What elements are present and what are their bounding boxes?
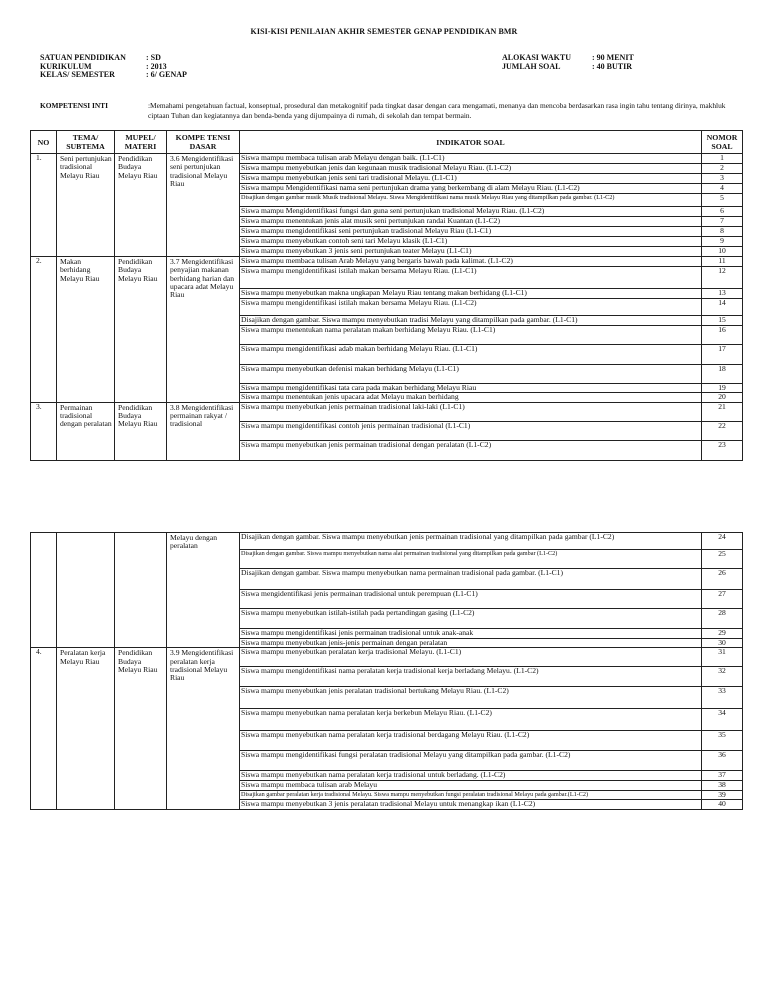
row-kd: 3.7 Mengidentifikasi penyajian makanan berhidang harian dan upacara adat Melayu Riau [167,257,240,403]
header-meta-left [40,54,187,80]
kompetensi-text: :Memahami pengetahuan factual, konseptual, prosedural dan metakognitif pada tingkat dasar dengan cara mengamati, menanya dan mencoba berdasarkan rasa ingin tahu tentang dirinya, makhluk ciptaan Tuhan dan kegiatannya dan benda-benda yang dijumpainya di rumah, di sekolah dan tempat bermain. [148,101,726,120]
col-header-no: NO [31,131,57,154]
question-number: 38 [702,781,743,790]
row-no: 4. [31,648,57,810]
meta-row-kelas: KELAS/ SEMESTER : 6/ GENAP [40,70,187,79]
indicator-text: Siswa mampu menyebutkan nama peralatan kerja tradisional berdagang Melayu Riau. (L1-C2) [240,731,702,751]
question-number: 36 [702,751,743,771]
question-number: 14 [702,299,743,316]
page-title: KISI-KISI PENILAIAN AKHIR SEMESTER GENAP PENDIDIKAN BMR [250,27,518,36]
question-number: 31 [702,648,743,667]
row-kd: 3.9 Mengidentifikasi peralatan kerja tradisional Melayu Riau [167,648,240,810]
meta-row-jumlah: JUMLAH SOAL : 40 BUTIR [502,61,633,71]
question-number: 10 [702,247,743,257]
col-header-indikator: INDIKATOR SOAL [240,131,702,154]
indicator-text: Siswa mampu mengidentifikasi contoh jenis permainan tradisional (L1-C1) [240,421,702,440]
indicator-text: Siswa mampu menyebutkan jenis-jenis permainan dengan peralatan [240,639,702,648]
row-no: 2. [31,257,57,403]
indicator-text: Siswa mampu menyebutkan jenis peralatan tradisional bertukang Melayu Riau. (L1-C2) [240,687,702,709]
question-number: 20 [702,393,743,402]
question-number: 34 [702,709,743,731]
row-tema: Peralatan kerja Melayu Riau [57,648,115,810]
col-header-kd: KOMPE TENSI DASAR [167,131,240,154]
question-number: 17 [702,345,743,365]
indicator-text: Disajikan dengan gambar musik Musik tradisional Melayu. Siswa Mengidentifikasi nama musik Melayu Riau yang ditampilkan pada gambar. (L1-C2) [240,194,702,207]
col-header-tema: TEMA/ SUBTEMA [57,131,115,154]
indicator-text: Siswa mampu mengidentifikasi fungsi peralatan tradisional Melayu yang ditampilkan pada gambar. (L1-C2) [240,751,702,771]
row-mupel: Pendidikan Budaya Melayu Riau [115,648,167,810]
question-number: 22 [702,421,743,440]
question-number: 24 [702,533,743,550]
indicator-text: Siswa mampu membaca tulisan arab Melayu [240,781,702,790]
question-number: 5 [702,194,743,207]
indicator-text: Disajikan dengan gambar. Siswa mampu menyebutkan jenis permainan tradisional yang ditampilkan pada gambar (L1-C2) [240,533,702,550]
row-mupel: Pendidikan Budaya Melayu Riau [115,402,167,460]
question-number: 26 [702,569,743,590]
question-number: 29 [702,629,743,639]
question-number: 35 [702,731,743,751]
indicator-text: Siswa mampu menyebutkan 3 jenis seni pertunjukan teater Melayu (L1-C1) [240,247,702,257]
indicator-text: Siswa mampu menyebutkan defenisi makan berhidang Melayu (L1-C1) [240,365,702,384]
row-mupel [115,533,167,648]
question-number: 15 [702,316,743,326]
question-number: 28 [702,609,743,629]
indicator-text: Siswa mampu mengidentifikasi istilah makan bersama Melayu Riau. (L1-C1) [240,267,702,289]
indicator-text: Siswa mampu menentukan jenis upacara adat Melayu makan berhidang [240,393,702,402]
question-number: 30 [702,639,743,648]
row-no [31,533,57,648]
table-row [31,402,743,421]
question-number: 19 [702,384,743,393]
kisi-table-part-2 [30,532,743,810]
indicator-text: Siswa mampu menyebutkan makna ungkapan Melayu Riau tentang makan berhidang (L1-C1) [240,289,702,299]
indicator-text: Siswa mampu menyebutkan nama peralatan kerja tradisional untuk berladang. (L1-C2) [240,771,702,781]
question-number: 11 [702,257,743,267]
indicator-text: Siswa mampu menentukan nama peralatan makan berhidang Melayu Riau. (L1-C1) [240,326,702,345]
meta-row-kurikulum: KURIKULUM : 2013 [40,61,167,71]
indicator-text: Disajikan dengan gambar. Siswa mampu menyebutkan nama permainan tradisional pada gambar. (L1-C1) [240,569,702,590]
row-no: 1. [31,154,57,257]
indicator-text: Siswa mampu mengidentifikasi tata cara pada makan berhidang Melayu Riau [240,384,702,393]
question-number: 9 [702,237,743,247]
indicator-text: Siswa mampu menyebutkan istilah-istilah pada pertandingan gasing (L1-C2) [240,609,702,629]
indicator-text: Siswa mampu mengidentifikasi istilah makan bersama Melayu Riau. (L1-C2) [240,299,702,316]
indicator-text: Siswa mampu menentukan jenis alat musik seni pertunjukan randai Kuantan (L1-C2) [240,217,702,227]
question-number: 8 [702,227,743,237]
question-number: 32 [702,667,743,687]
indicator-text: Siswa mampu mengidentifikasi adab makan berhidang Melayu Riau. (L1-C1) [240,345,702,365]
indicator-text: Siswa mampu menyebutkan jenis permainan tradisional laki-laki (L1-C1) [240,402,702,421]
table-row [31,154,743,164]
indicator-text: Disajikan dengan gambar. Siswa mampu menyebutkan tradisi Melayu yang ditampilkan pada gambar. (L1-C1) [240,316,702,326]
header-meta-right [502,54,634,71]
row-tema: Seni pertunjukan tradisional Melayu Riau [57,154,115,257]
indicator-text: Siswa mampu menyebutkan nama peralatan kerja berkebun Melayu Riau. (L1-C2) [240,709,702,731]
table-row [31,257,743,267]
col-header-nomor: NOMOR SOAL [702,131,743,154]
indicator-text: Siswa mampu menyebutkan jenis permainan tradisional dengan peralatan (L1-C2) [240,440,702,460]
table-header-row [31,131,743,154]
question-number: 39 [702,790,743,799]
indicator-text: Siswa mengidentifikasi jenis permainan tradisional untuk perempuan (L1-C1) [240,590,702,609]
indicator-text: Disajikan dengan gambar. Siswa mampu menyebutkan nama alat permainan tradisional yang ditampilkan pada gambar (L1-C2) [240,550,702,569]
indicator-text: Siswa mampu membaca tulisan arab Melayu dengan baik. (L1-C1) [240,154,702,164]
col-header-mupel: MUPEL/ MATERI [115,131,167,154]
meta-row-satuan: SATUAN PENDIDIKAN : SD [40,53,161,62]
table-row [31,648,743,667]
kompetensi-label: KOMPETENSI INTI [40,101,108,110]
indicator-text: Siswa mampu membaca tulisan Arab Melayu yang bergaris bawah pada kalimat. (L1-C2) [240,257,702,267]
question-number: 37 [702,771,743,781]
question-number: 33 [702,687,743,709]
row-kd: 3.8 Mengidentifikasi permainan rakyat / tradisional [167,402,240,460]
indicator-text: Siswa mampu mengidentifikasi nama peralatan kerja tradisional kerja berladang Melayu. (L1-C2) [240,667,702,687]
question-number: 27 [702,590,743,609]
question-number: 2 [702,164,743,174]
question-number: 25 [702,550,743,569]
row-no: 3. [31,402,57,460]
indicator-text: Siswa mampu mengidentifikasi jenis permainan tradisional untuk anak-anak [240,629,702,639]
row-mupel: Pendidikan Budaya Melayu Riau [115,154,167,257]
table-row [31,533,743,550]
indicator-text: Siswa mampu menyebutkan jenis seni tari tradisional Melayu. (L1-C1) [240,174,702,184]
question-number: 12 [702,267,743,289]
kisi-table-part-1 [30,130,743,461]
question-number: 6 [702,207,743,217]
row-kd: 3.6 Mengidentifikasi seni pertunjukan tradisional Melayu Riau [167,154,240,257]
row-mupel: Pendidikan Budaya Melayu Riau [115,257,167,403]
question-number: 40 [702,799,743,809]
question-number: 4 [702,184,743,194]
question-number: 7 [702,217,743,227]
row-tema: Makan berhidang Melayu Riau [57,257,115,403]
question-number: 3 [702,174,743,184]
question-number: 16 [702,326,743,345]
row-tema: Permainan tradisional dengan peralatan [57,402,115,460]
question-number: 21 [702,402,743,421]
meta-row-alokasi: ALOKASI WAKTU : 90 MENIT [502,53,634,62]
indicator-text: Siswa mampu menyebutkan 3 jenis peralatan tradisional Melayu untuk menangkap ikan (L1-C2) [240,799,702,809]
indicator-text: Siswa mampu Mengidentifikasi nama seni pertunjukan drama yang berkembang di alam Melayu Riau. (L1-C2) [240,184,702,194]
question-number: 18 [702,365,743,384]
indicator-text: Disajikan gambar peralatan kerja tradisional Melayu. Siswa mampu menyebutkan fungsi peralatan tradisional Melayu pada gambar.(L1-C2) [240,790,702,799]
indicator-text: Siswa mampu menyebutkan jenis dan kegunaan musik tradisional Melayu Riau. (L1-C2) [240,164,702,174]
indicator-text: Siswa mampu menyebutkan peralatan kerja tradisional Melayu. (L1-C1) [240,648,702,667]
row-tema [57,533,115,648]
indicator-text: Siswa mampu Mengidentifikasi fungsi dan guna seni pertunjukan tradisional Melayu Riau. (L1-C2) [240,207,702,217]
question-number: 13 [702,289,743,299]
question-number: 23 [702,440,743,460]
indicator-text: Siswa mampu mengidentifikasi seni pertunjukan tradisional Melayu Riau (L1-C1) [240,227,702,237]
row-kd: Melayu dengan peralatan [167,533,240,648]
indicator-text: Siswa mampu menyebutkan contoh seni tari Melayu klasik (L1-C1) [240,237,702,247]
question-number: 1 [702,154,743,164]
